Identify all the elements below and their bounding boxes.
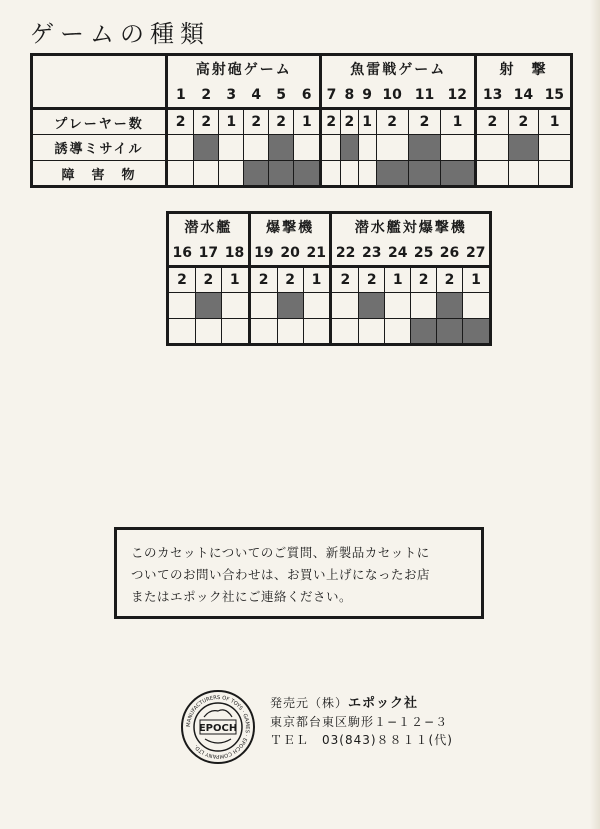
obstacle-cell — [249, 319, 277, 345]
row-label: 誘導ミサイル — [32, 135, 167, 161]
epoch-logo — [180, 689, 256, 765]
page-edge — [590, 0, 600, 829]
player-count-cell: 2 — [244, 109, 269, 135]
obstacle-cell — [244, 161, 269, 187]
game-group-label: 潜水艦 — [168, 213, 250, 241]
game-number: 1 — [167, 83, 194, 109]
missile-cell — [408, 135, 440, 161]
obstacle-cell — [408, 161, 440, 187]
game-number: 20 — [277, 241, 303, 267]
player-count-cell: 1 — [441, 109, 476, 135]
obstacle-cell — [321, 161, 340, 187]
game-group-label: 射 撃 — [475, 55, 571, 83]
player-count-cell: 2 — [359, 267, 385, 293]
game-group-label: 爆撃機 — [249, 213, 331, 241]
contact-line: ついてのお問い合わせは、お買い上げになったお店 — [131, 567, 431, 582]
player-count-cell: 2 — [331, 267, 359, 293]
game-number: 21 — [303, 241, 331, 267]
player-count-cell: 1 — [358, 109, 376, 135]
player-count-cell: 2 — [321, 109, 340, 135]
missile-cell — [168, 293, 196, 319]
obstacle-cell — [168, 319, 196, 345]
player-count-cell: 2 — [376, 109, 408, 135]
player-count-cell: 1 — [221, 267, 249, 293]
game-number: 25 — [411, 241, 437, 267]
obstacle-cell — [437, 319, 463, 345]
game-number: 4 — [244, 83, 269, 109]
game-number: 15 — [539, 83, 572, 109]
player-count-cell: 1 — [294, 109, 321, 135]
missile-cell — [376, 135, 408, 161]
row-label: 障 害 物 — [32, 161, 167, 187]
obstacle-cell — [411, 319, 437, 345]
publisher-tel: ＴＥＬ 03(843)８８１１(代) — [270, 733, 453, 747]
player-count-cell: 2 — [249, 267, 277, 293]
missile-cell — [244, 135, 269, 161]
game-number: 9 — [358, 83, 376, 109]
missile-cell — [269, 135, 294, 161]
player-count-cell: 1 — [462, 267, 490, 293]
game-number: 14 — [508, 83, 538, 109]
missile-cell — [195, 293, 221, 319]
missile-cell — [221, 293, 249, 319]
game-table-2 — [166, 211, 492, 346]
obstacle-cell — [331, 319, 359, 345]
game-number: 8 — [340, 83, 358, 109]
obstacle-cell — [385, 319, 411, 345]
row-label: プレーヤー数 — [32, 109, 167, 135]
obstacle-cell — [508, 161, 538, 187]
game-number: 7 — [321, 83, 340, 109]
game-number: 19 — [249, 241, 277, 267]
obstacle-cell — [221, 319, 249, 345]
contact-notice — [114, 527, 484, 619]
missile-cell — [321, 135, 340, 161]
publisher-label: 発売元（株） — [270, 696, 349, 710]
missile-cell — [294, 135, 321, 161]
player-count-cell: 2 — [195, 267, 221, 293]
game-number: 10 — [376, 83, 408, 109]
player-count-cell: 1 — [303, 267, 331, 293]
obstacle-cell — [539, 161, 572, 187]
game-number: 24 — [385, 241, 411, 267]
missile-cell — [303, 293, 331, 319]
missile-cell — [441, 135, 476, 161]
logo-text: EPOCH — [198, 723, 238, 734]
obstacle-cell — [462, 319, 490, 345]
player-count-cell: 2 — [277, 267, 303, 293]
obstacle-cell — [303, 319, 331, 345]
player-count-cell: 2 — [411, 267, 437, 293]
missile-cell — [194, 135, 219, 161]
obstacle-cell — [219, 161, 244, 187]
header-blank — [32, 55, 167, 109]
player-count-cell: 2 — [340, 109, 358, 135]
player-count-cell: 2 — [408, 109, 440, 135]
missile-cell — [331, 293, 359, 319]
obstacle-cell — [269, 161, 294, 187]
obstacle-cell — [376, 161, 408, 187]
missile-cell — [359, 293, 385, 319]
player-count-cell: 2 — [167, 109, 194, 135]
game-group-label: 魚雷戦ゲーム — [321, 55, 475, 83]
game-number: 23 — [359, 241, 385, 267]
player-count-cell: 2 — [475, 109, 508, 135]
player-count-cell: 2 — [508, 109, 538, 135]
game-number: 22 — [331, 241, 359, 267]
logo-ring-text: MANUFACTURERS OF TOYS · GAMES · EPOCH COMPANY LTD. — [185, 694, 251, 760]
page-title: ゲームの種類 — [30, 20, 210, 48]
contact-line: このカセットについてのご質問、新製品カセットに — [131, 545, 430, 560]
game-number: 16 — [168, 241, 196, 267]
player-count-cell: 1 — [219, 109, 244, 135]
obstacle-cell — [340, 161, 358, 187]
missile-cell — [411, 293, 437, 319]
player-count-cell: 2 — [269, 109, 294, 135]
missile-cell — [462, 293, 490, 319]
game-group-label: 潜水艦対爆撃機 — [331, 213, 491, 241]
game-number: 2 — [194, 83, 219, 109]
player-count-cell: 2 — [194, 109, 219, 135]
missile-cell — [358, 135, 376, 161]
obstacle-cell — [294, 161, 321, 187]
missile-cell — [219, 135, 244, 161]
game-number: 26 — [437, 241, 463, 267]
obstacle-cell — [358, 161, 376, 187]
game-number: 18 — [221, 241, 249, 267]
missile-cell — [340, 135, 358, 161]
game-number: 3 — [219, 83, 244, 109]
publisher-info — [270, 694, 453, 749]
missile-cell — [277, 293, 303, 319]
obstacle-cell — [441, 161, 476, 187]
game-number: 6 — [294, 83, 321, 109]
game-number: 12 — [441, 83, 476, 109]
game-table-1 — [30, 53, 573, 188]
player-count-cell: 2 — [168, 267, 196, 293]
missile-cell — [249, 293, 277, 319]
game-number: 5 — [269, 83, 294, 109]
missile-cell — [539, 135, 572, 161]
publisher-company: エポック社 — [348, 696, 419, 711]
missile-cell — [475, 135, 508, 161]
game-group-label: 高射砲ゲーム — [167, 55, 321, 83]
obstacle-cell — [277, 319, 303, 345]
missile-cell — [167, 135, 194, 161]
player-count-cell: 1 — [539, 109, 572, 135]
game-number: 27 — [462, 241, 490, 267]
obstacle-cell — [359, 319, 385, 345]
missile-cell — [385, 293, 411, 319]
game-number: 17 — [195, 241, 221, 267]
publisher-address: 東京都台東区駒形１−１２−３ — [270, 715, 449, 729]
missile-cell — [508, 135, 538, 161]
obstacle-cell — [167, 161, 194, 187]
game-number: 13 — [475, 83, 508, 109]
player-count-cell: 1 — [385, 267, 411, 293]
obstacle-cell — [194, 161, 219, 187]
contact-line: またはエポック社にご連絡ください。 — [131, 589, 353, 604]
obstacle-cell — [195, 319, 221, 345]
player-count-cell: 2 — [437, 267, 463, 293]
game-number: 11 — [408, 83, 440, 109]
obstacle-cell — [475, 161, 508, 187]
missile-cell — [437, 293, 463, 319]
